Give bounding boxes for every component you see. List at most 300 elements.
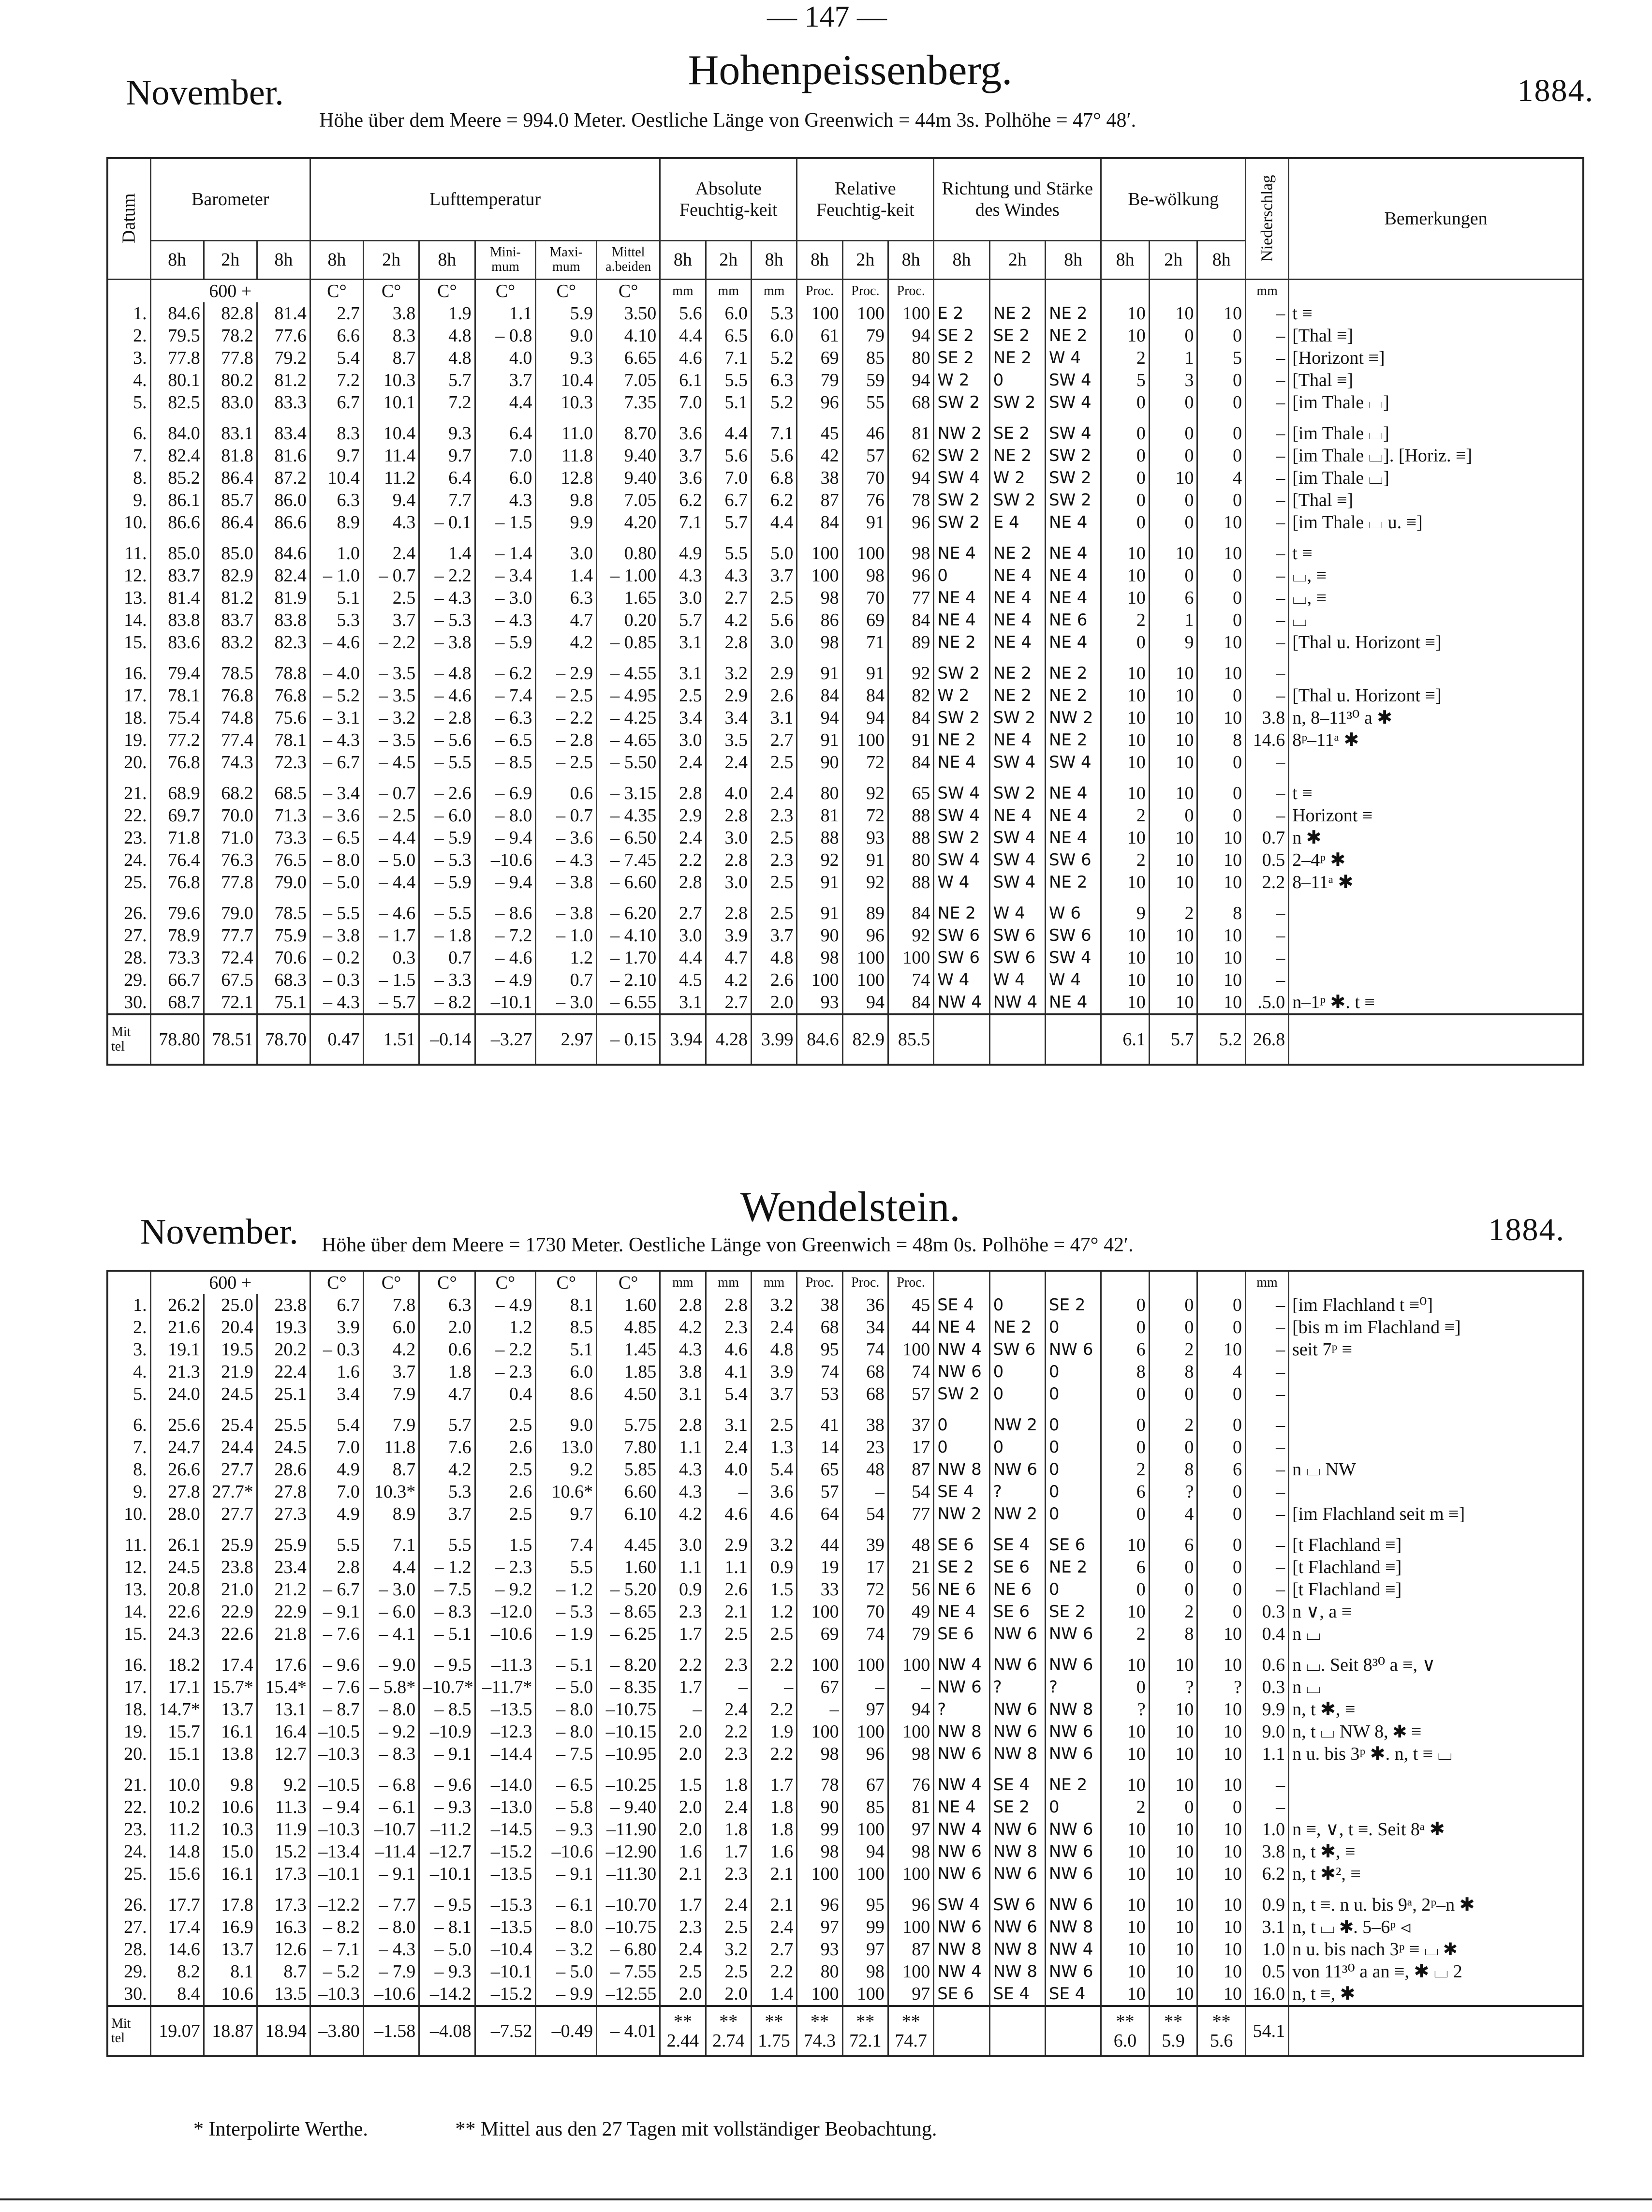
table-cell: 21.3 [150,1361,204,1383]
table-cell: 10 [1149,1818,1197,1841]
table-cell: 46 [842,414,888,445]
table-cell: 10 [1197,1841,1246,1863]
wind-cell: ? [989,1481,1045,1503]
table-cell: 83.8 [150,609,204,631]
table-cell: 9 [1101,893,1150,924]
table-cell: 0 [1149,1556,1197,1578]
table-cell: 0 [1149,1578,1197,1601]
table-cell: 3.50 [597,302,660,325]
table-cell: 86 [797,609,842,631]
table-cell: 5.5 [419,1525,475,1556]
table-cell: 100 [888,1338,933,1361]
wind-cell: 0 [934,1436,989,1458]
wind-cell: 0 [1045,1481,1101,1503]
table-cell: – 5.0 [310,871,363,893]
table-cell: –10.15 [597,1721,660,1743]
table-cell: 7.2 [310,369,363,391]
table-cell: 5.1 [706,391,751,414]
wind-cell: W 2 [934,369,989,391]
table-cell: 3.0 [751,631,796,653]
table-cell: 80.2 [204,369,257,391]
page-number: — 147 — [767,0,887,33]
unit-celsius: C° [536,1271,597,1294]
table-cell: 9.7 [310,445,363,467]
table-cell: 2.8 [660,871,706,893]
wind-cell: W 2 [989,467,1045,489]
table-cell: – 5.9 [419,871,475,893]
table-cell: 98 [797,1841,842,1863]
table-cell: – 5.0 [419,1938,475,1960]
table-cell: 4.85 [597,1316,660,1338]
table-cell: 5.5 [706,369,751,391]
table-cell: 9.4 [363,489,419,511]
table-cell: 25.9 [204,1525,257,1556]
table-cell: 5.3 [310,609,363,631]
table-cell: 2.5 [751,751,796,773]
table-row [107,1294,1583,1316]
remark-cell: [im Thale ⌴] [1289,414,1583,445]
table-cell: – [1246,534,1289,564]
table-cell: 57 [842,445,888,467]
table-cell: 2.0 [660,1818,706,1841]
day-cell: 7. [107,445,150,467]
table-cell: 88 [888,827,934,849]
table-cell: 3.1 [660,653,706,684]
mean-cell: 5.2 [1197,1014,1246,1065]
wind-cell: ? [1045,1676,1101,1698]
remark-cell: n, t ⌴ ✱. 5–6ᵖ ⊲ [1289,1916,1583,1938]
table-cell: 2.6 [751,684,796,707]
table-cell: 67.5 [204,969,257,991]
table-body [107,302,1583,1065]
table-cell: – 7.5 [419,1578,475,1601]
table-cell: – [706,1481,751,1503]
mean-cell: 82.9 [842,1014,888,1065]
table-cell: 25.1 [257,1383,310,1405]
table-cell: 76.8 [257,684,310,707]
table-cell: 100 [842,947,888,969]
table-cell: 97 [888,1983,933,2006]
table-cell: 5.3 [751,302,796,325]
day-cell: 9. [107,1481,150,1503]
table-cell: – [1246,609,1289,631]
table-cell: 10 [1197,1765,1246,1796]
footnotes [193,2118,1019,2141]
table-cell: 2.0 [706,1983,751,2006]
remark-cell: seit 7ᵖ ≡ [1289,1338,1583,1361]
table-cell: 4 [1197,467,1246,489]
table-cell: 10.4 [310,467,363,489]
table-cell: 0 [1197,1316,1246,1338]
table-cell: 10 [1101,325,1150,347]
table-cell: 0 [1197,1578,1246,1601]
table-cell: 100 [888,302,934,325]
table-cell: 83.8 [257,609,310,631]
table-cell: 2.8 [660,1294,706,1316]
table-cell: 0 [1197,609,1246,631]
table-cell: – 9.4 [310,1796,363,1818]
table-cell: 2.2 [706,1721,751,1743]
header-datum: Datum [107,158,150,279]
mean-cell: ** 5.9 [1149,2006,1197,2056]
table-cell: 2.5 [475,1503,536,1525]
wind-cell: NW 6 [989,1458,1045,1481]
table-cell: – 6.9 [475,773,536,804]
wind-cell: W 4 [934,871,989,893]
table-cell: 2.5 [751,1405,796,1436]
table-cell: 3.8 [660,1361,706,1383]
table-cell: 2.2 [751,1698,796,1721]
day-cell: 17. [107,1676,150,1698]
table-cell: 1.60 [597,1556,660,1578]
table-cell: 79 [842,325,888,347]
table-cell: 10 [1149,1916,1197,1938]
table-cell: 68.9 [150,773,204,804]
table-cell: 68.5 [257,773,310,804]
table-cell: 10 [1197,302,1246,325]
day-cell: 13. [107,1578,150,1601]
table-cell: 20.2 [257,1338,310,1361]
table-row [107,1481,1583,1503]
header-maximum: Maxi-mum [536,240,597,279]
table-cell: 69 [797,347,842,369]
table-cell: 67 [797,1676,842,1698]
table-cell: 68.7 [150,991,204,1014]
header-hour: 8h [1045,240,1101,279]
table-cell: – 8.2 [419,991,475,1014]
table-cell: 4.2 [363,1338,419,1361]
table-cell: 10.0 [150,1765,204,1796]
table-cell: 3.9 [310,1316,363,1338]
table-cell: 15.0 [204,1841,257,1863]
wind-cell: NE 4 [934,534,989,564]
wind-cell: SE 2 [989,414,1045,445]
table-cell: 7.35 [597,391,660,414]
table-cell: 25.9 [257,1525,310,1556]
mean-cell [934,1014,989,1065]
table-cell: 3.1 [1245,1916,1288,1938]
table-cell: 100 [797,1601,842,1623]
table-cell: 10 [1101,827,1150,849]
table-cell: – 9.5 [419,1645,475,1676]
table-cell: 100 [797,1863,842,1885]
table-cell: –14.5 [475,1818,536,1841]
table-cell: 0 [1197,587,1246,609]
table-cell: 8.7 [257,1960,310,1983]
table-cell: 10 [1197,534,1246,564]
table-cell: 2.4 [363,534,419,564]
wind-cell: NW 6 [934,1841,989,1863]
table-cell: 69 [797,1623,842,1645]
wind-cell: NW 8 [1045,1916,1101,1938]
table-cell: 4.2 [660,1503,706,1525]
table-cell: – 9.3 [419,1960,475,1983]
table-cell: –12.55 [597,1983,660,2006]
table-cell: 6.2 [751,489,796,511]
table-row [107,1983,1583,2006]
table-cell: 13.0 [536,1436,597,1458]
table-cell: 77.7 [204,924,257,947]
table-cell: 4.9 [310,1458,363,1481]
table-cell: – 0.3 [310,1338,363,1361]
table-cell: 10 [1149,1698,1197,1721]
wind-cell: SE 6 [934,1983,989,2006]
table-cell: 6.7 [310,1294,363,1316]
table-cell: 10 [1101,969,1150,991]
table-cell: 24.5 [150,1556,204,1578]
table-cell: 0.6 [536,773,597,804]
table-cell: 9.7 [419,445,475,467]
table-cell: 1.7 [706,1841,751,1863]
table-cell: 17 [842,1556,888,1578]
table-cell: – 0.85 [597,631,660,653]
table-row [107,1960,1583,1983]
table-row [107,773,1583,804]
table-cell: – 9.9 [536,1983,597,2006]
header-hour: 8h [419,240,475,279]
table-cell: 91 [842,653,888,684]
wind-cell: NE 4 [1045,564,1101,587]
table-cell: 6.60 [597,1481,660,1503]
table-cell: – 3.4 [310,773,363,804]
day-cell: 16. [107,653,150,684]
table-cell: –10.75 [597,1916,660,1938]
table-row [107,1645,1583,1676]
table-cell: –10.3 [310,1743,363,1765]
table-cell: – 7.6 [310,1676,363,1698]
table-cell: 9.40 [597,445,660,467]
table-cell: – 7.1 [310,1938,363,1960]
table-cell: 0.3 [1245,1601,1288,1623]
table-cell: 13.7 [204,1938,257,1960]
remark-cell: n, t ≡. n u. bis 9ᵃ, 2ᵖ–n ✱ [1289,1885,1583,1916]
day-cell: 15. [107,631,150,653]
table-cell: – 5.20 [597,1578,660,1601]
table-cell: 1.7 [660,1885,706,1916]
remark-cell [1289,893,1583,924]
table-cell: 1.7 [660,1623,706,1645]
table-cell: 24.0 [150,1383,204,1405]
table-cell: 9.0 [536,325,597,347]
table-cell: 82.9 [204,564,257,587]
table-cell: 42 [797,445,842,467]
mean-label: Mit tel [107,2006,150,2056]
remark-cell: [t Flachland ≡] [1289,1578,1583,1601]
table-cell: 2.6 [706,1578,751,1601]
wind-cell: 0 [1045,1436,1101,1458]
table-cell: 7.1 [660,511,706,534]
table-cell: 91 [797,893,842,924]
table-cell: 10 [1197,1645,1246,1676]
table-cell: 6.2 [1245,1863,1288,1885]
wind-cell: NW 6 [934,1676,989,1698]
table-cell: 5.7 [419,1405,475,1436]
header-hour: 2h [706,240,751,279]
table-cell: 10.3 [536,391,597,414]
table-row [107,325,1583,347]
table-cell: 2.8 [660,773,706,804]
table-cell: 0 [1197,751,1246,773]
wind-cell: SW 4 [1045,369,1101,391]
table-cell: 7.80 [597,1436,660,1458]
table-cell: –12.2 [310,1885,363,1916]
unit-celsius: C° [363,1271,419,1294]
table-cell: –11.2 [419,1818,475,1841]
table-cell: 83.1 [204,414,257,445]
table-cell: 3.6 [660,467,706,489]
table-cell: – [1246,391,1289,414]
table-cell: 86.0 [257,489,310,511]
table-cell: – 7.45 [597,849,660,871]
table-cell: – 6.5 [536,1765,597,1796]
wind-cell: NE 2 [989,302,1045,325]
table-cell: –11.4 [363,1841,419,1863]
table-cell: – 8.0 [363,1916,419,1938]
table-cell: 0 [1197,1503,1246,1525]
mean-cell: 6.1 [1101,1014,1150,1065]
day-cell: 6. [107,1405,150,1436]
wind-cell: NW 8 [1045,1698,1101,1721]
table-cell: – 9.2 [363,1721,419,1743]
day-cell: 24. [107,849,150,871]
mean-cell: 3.99 [751,1014,796,1065]
table-cell: 17.1 [150,1676,204,1698]
table-cell: 2 [1149,1338,1197,1361]
table-cell: 7.7 [419,489,475,511]
table-cell: – 8.3 [419,1601,475,1623]
table-cell: 2.3 [660,1916,706,1938]
remark-cell: ⌴, ≡ [1289,587,1583,609]
day-cell: 19. [107,1721,150,1743]
month-label: November. [126,73,284,113]
table-cell: 99 [797,1818,842,1841]
table-cell: – [1246,414,1289,445]
table-cell: 82.8 [204,302,257,325]
table-cell: 9.40 [597,467,660,489]
table-cell: 100 [797,564,842,587]
table-cell: 0 [1101,467,1150,489]
mean-cell: –1.58 [363,2006,419,2056]
table-cell: 2.7 [706,991,751,1014]
wind-cell: SE 2 [989,1796,1045,1818]
table-cell: 0 [1149,511,1197,534]
table-cell: 10.2 [150,1796,204,1818]
table-cell: 10 [1101,751,1150,773]
table-cell: – 4.8 [419,653,475,684]
table-cell: 10 [1101,1916,1150,1938]
table-cell: 57 [797,1481,842,1503]
table-cell: –11.30 [597,1863,660,1885]
table-cell: – 0.2 [310,947,363,969]
table-cell: 0.9 [660,1578,706,1601]
table-cell: – 0.7 [363,773,419,804]
table-cell: 9.8 [204,1765,257,1796]
table-cell: 85 [842,347,888,369]
table-cell: 2.3 [751,849,796,871]
table-cell: 21.2 [257,1578,310,1601]
table-cell: 82.3 [257,631,310,653]
table-row [107,1863,1583,1885]
table-cell: 11.0 [536,414,597,445]
wind-cell: NE 4 [934,751,989,773]
table-cell: 3.0 [660,924,706,947]
table-cell: 56 [888,1578,933,1601]
table-cell: – 3.4 [475,564,536,587]
mean-cell [989,1014,1045,1065]
table-cell: 8.4 [150,1983,204,2006]
table-cell: 15.6 [150,1863,204,1885]
table-cell: 4.4 [706,414,751,445]
table-cell: 100 [842,1721,888,1743]
remark-cell: Horizont ≡ [1289,804,1583,827]
table-cell: – 8.35 [597,1676,660,1698]
table-cell: 6 [1149,1525,1197,1556]
table-cell: 1.1 [660,1556,706,1578]
table-cell: –14.4 [475,1743,536,1765]
table-cell: 10 [1149,871,1197,893]
wind-cell: SE 2 [934,347,989,369]
table-cell: 5.7 [660,609,706,631]
table-cell: – 8.5 [475,751,536,773]
table-row [107,729,1583,751]
header-mittel: Mittel a.beiden [597,240,660,279]
table-row [107,609,1583,631]
table-cell: 27.8 [257,1481,310,1503]
table-cell: 77.2 [150,729,204,751]
table-row [107,1578,1583,1601]
header-bemerkungen: Bemerkungen [1289,158,1583,279]
table-cell: 2.8 [706,804,751,827]
table-cell: 77 [888,1503,933,1525]
wind-cell: NE 4 [1045,511,1101,534]
table-cell: 3.7 [751,1383,796,1405]
unit-mm: mm [660,279,706,302]
table-cell: 2.6 [475,1481,536,1503]
table-cell: 1 [1149,609,1197,631]
table-cell: 6.0 [363,1316,419,1338]
table-cell: 10 [1197,653,1246,684]
table-cell: 2.5 [706,1916,751,1938]
wind-cell: SE 4 [989,1525,1045,1556]
table-cell: 10 [1149,653,1197,684]
table-cell: – 6.50 [597,827,660,849]
table-cell: 79.2 [257,347,310,369]
table-cell: – 5.2 [310,684,363,707]
table-cell: 9.8 [536,489,597,511]
table-cell: 11.3 [257,1796,310,1818]
unit-celsius: C° [597,279,660,302]
table-cell: 10 [1101,684,1150,707]
table-cell: 79.4 [150,653,204,684]
unit-proc: Proc. [797,1271,842,1294]
unit-barometer: 600 + [150,1271,310,1294]
table-cell: 10 [1149,1841,1197,1863]
table-cell: 8.9 [363,1503,419,1525]
wind-cell: NE 2 [989,1316,1045,1338]
table-cell: 77.8 [204,871,257,893]
table-cell: 81.2 [257,369,310,391]
header-hour: 8h [1197,240,1246,279]
table-cell: –14.0 [475,1765,536,1796]
table-cell: 10 [1197,924,1246,947]
bottom-rule [0,2198,1652,2200]
table-cell: 4.1 [706,1361,751,1383]
table-cell: – 8.0 [310,849,363,871]
table-cell: 70.0 [204,804,257,827]
table-cell: 13.5 [257,1983,310,2006]
table-cell: 10 [1197,1938,1246,1960]
remark-cell: [Thal u. Horizont ≡] [1289,684,1583,707]
